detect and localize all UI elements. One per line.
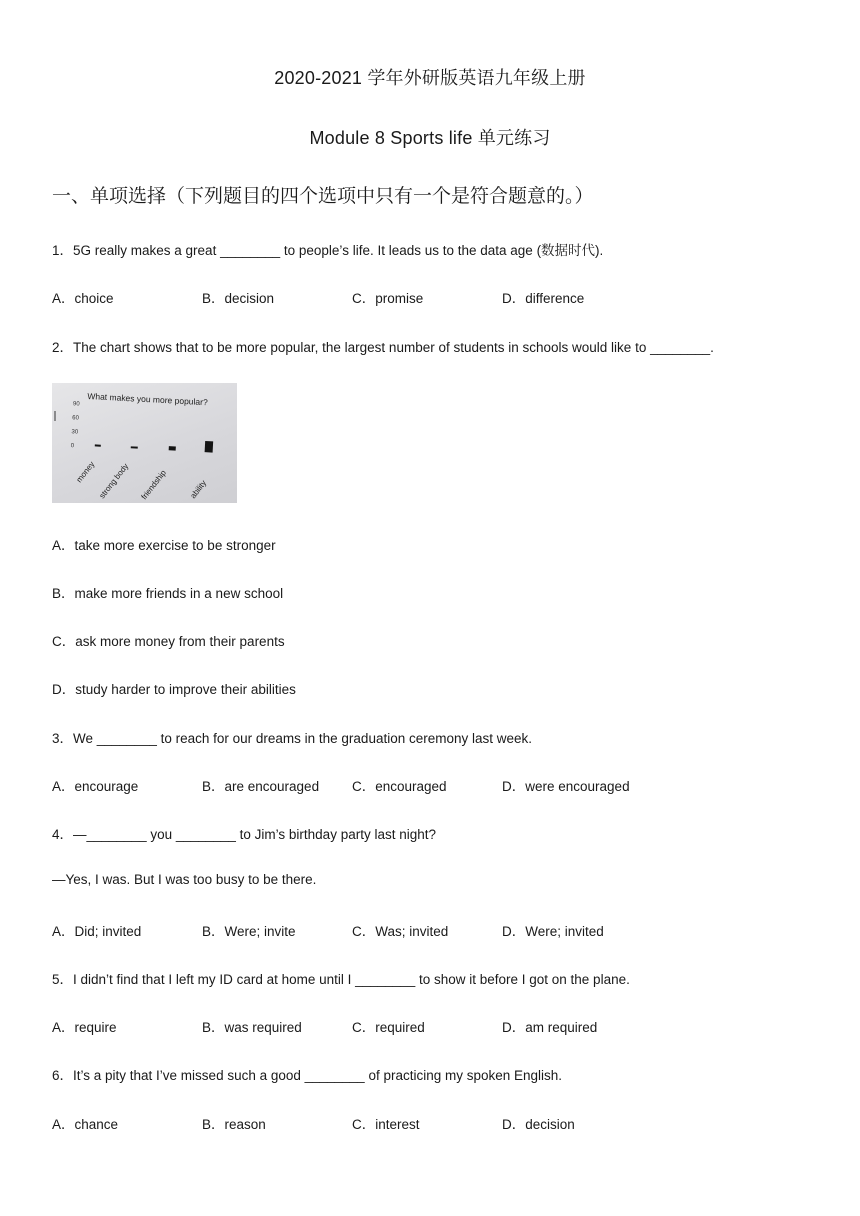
question-2-option-c[interactable]: C．ask more money from their parents	[52, 634, 285, 649]
question-5-options	[52, 1016, 812, 1036]
option-c[interactable]: C．interest	[352, 1117, 420, 1132]
option-c[interactable]: C．Was; invited	[352, 924, 449, 939]
question-1-stem: 1．5G really makes a great ________ to people’s life. It leads us to the data age (数据时代).	[52, 243, 604, 258]
option-b[interactable]: B．are encouraged	[202, 779, 320, 794]
y-tick-label: 60	[72, 415, 80, 422]
question-1-options	[52, 287, 812, 307]
popularity-chart	[52, 383, 237, 503]
question-2-option-d[interactable]: D．study harder to improve their abilities	[52, 682, 296, 697]
option-c[interactable]: C．promise	[352, 291, 424, 306]
popularity-chart-photo	[52, 383, 237, 503]
bar-strong-body	[131, 446, 138, 448]
question-6-stem: 6．It’s a pity that I’ve missed such a good ________ of practicing my spoken English.	[52, 1068, 563, 1083]
section-heading: 一、单项选择（下列题目的四个选项中只有一个是符合题意的。）	[52, 186, 594, 207]
x-label-friendship: friendship	[139, 468, 168, 502]
option-d[interactable]: D．Were; invited	[502, 924, 604, 939]
option-a[interactable]: A．require	[52, 1020, 117, 1035]
question-4-stem: 4．—________ you ________ to Jim’s birthday party last night?	[52, 827, 436, 842]
question-3-stem: 3．We ________ to reach for our dreams in the graduation ceremony last week.	[52, 731, 533, 746]
question-2-option-b[interactable]: B．make more friends in a new school	[52, 586, 284, 601]
bar-friendship	[169, 446, 176, 451]
option-b[interactable]: B．decision	[202, 291, 275, 306]
option-a[interactable]: A．choice	[52, 291, 114, 306]
y-tick-label: 0	[70, 443, 75, 450]
x-label-ability: ability	[188, 478, 209, 501]
page-subtitle: Module 8 Sports life 单元练习	[309, 128, 551, 148]
option-d[interactable]: D．difference	[502, 291, 585, 306]
y-tick-label: 30	[71, 429, 79, 436]
chart-title: What makes you more popular?	[87, 390, 208, 408]
option-d[interactable]: D．decision	[502, 1117, 575, 1132]
option-a[interactable]: A．Did; invited	[52, 924, 142, 939]
question-2-option-a[interactable]: A．take more exercise to be stronger	[52, 538, 276, 553]
option-d[interactable]: D．were encouraged	[502, 779, 630, 794]
option-d[interactable]: D．am required	[502, 1020, 598, 1035]
question-3-options	[52, 775, 812, 795]
question-6-options	[52, 1113, 812, 1133]
option-b[interactable]: B．was required	[202, 1020, 302, 1035]
option-a[interactable]: A．chance	[52, 1117, 119, 1132]
option-a[interactable]: A．encourage	[52, 779, 139, 794]
bar-money	[95, 444, 101, 446]
bar-ability	[205, 441, 214, 453]
x-label-money: money	[74, 459, 97, 485]
option-b[interactable]: B．reason	[202, 1117, 266, 1132]
x-label-strong-body: strong body	[97, 461, 131, 501]
page-title: 2020-2021 学年外研版英语九年级上册	[274, 68, 586, 88]
option-c[interactable]: C．encouraged	[352, 779, 447, 794]
question-4-options	[52, 920, 812, 940]
question-2-stem: 2．The chart shows that to be more popular, the largest number of students in schools would like to ________.	[52, 340, 714, 355]
question-5-stem: 5．I didn’t find that I left my ID card at home until I ________ to show it before I got on the plane.	[52, 972, 630, 987]
y-tick-label: 90	[72, 401, 80, 408]
option-c[interactable]: C．required	[352, 1020, 425, 1035]
option-b[interactable]: B．Were; invite	[202, 924, 296, 939]
question-4-reply: —Yes, I was. But I was too busy to be there.	[52, 872, 317, 887]
